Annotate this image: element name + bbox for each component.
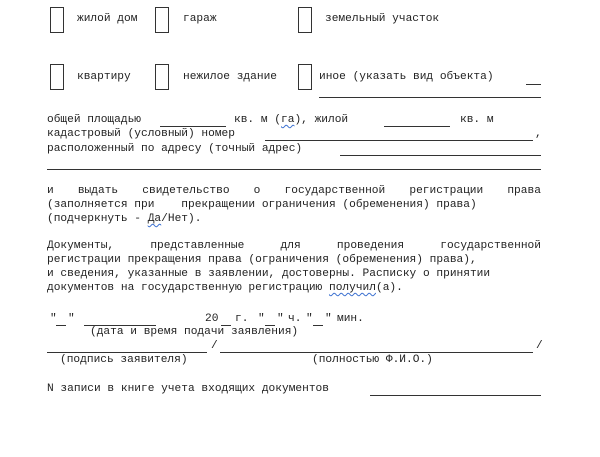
documents-line-1-word: Документы,	[47, 240, 115, 252]
request-line-1-word: права	[507, 185, 541, 197]
request-line-1-word: выдать	[77, 185, 119, 197]
checkbox-garage[interactable]	[155, 7, 169, 33]
hour-label: ч.	[288, 313, 302, 325]
cadastral-number-label: кадастровый (условный) номер	[47, 128, 235, 140]
total-area-label: общей площадью	[47, 114, 141, 126]
documents-line-1-word: государственной	[440, 240, 541, 252]
option-nonresidential-label: нежилое здание	[183, 71, 277, 83]
day-field[interactable]	[56, 325, 66, 326]
documents-line-1-word: представленные	[150, 240, 245, 252]
day-close-quote: "	[68, 313, 75, 325]
minute-field[interactable]	[313, 325, 323, 326]
area-unit-label: кв. м (га), жилой	[234, 114, 349, 126]
day-open-quote: "	[50, 313, 57, 325]
checkbox-land-plot[interactable]	[298, 7, 312, 33]
request-line-2: (заполняется при прекращении ограничения (обременения) права)	[47, 199, 477, 211]
signature-caption: (подпись заявителя)	[60, 354, 188, 366]
request-line-3: (подчеркнуть - Да/Нет).	[47, 213, 202, 225]
living-area-unit-label: кв. м	[460, 114, 494, 126]
request-line-1-word: государственной	[284, 185, 386, 197]
register-record-label: N записи в книге учета входящих документов	[47, 383, 329, 395]
minute-label: мин.	[337, 313, 364, 325]
checkbox-house[interactable]	[50, 7, 64, 33]
documents-line-1-word: для	[280, 240, 301, 252]
documents-line-1-word: проведения	[336, 240, 405, 252]
request-line-1-word: о	[253, 185, 261, 197]
full-name-field[interactable]	[220, 352, 533, 353]
hour-open-quote: "	[258, 313, 265, 325]
signature-field[interactable]	[47, 352, 207, 353]
request-line-1	[47, 185, 541, 198]
documents-line-3: и сведения, указанные в заявлении, достоверны. Расписку о принятии	[47, 268, 491, 280]
checkbox-other[interactable]	[298, 64, 312, 90]
option-land-plot-label: земельный участок	[325, 13, 440, 25]
slash-separator: /	[211, 340, 218, 352]
option-other-label: иное (указать вид объекта)	[319, 71, 494, 83]
hour-close-quote: "	[277, 313, 284, 325]
request-line-1-word: регистрации	[409, 185, 484, 197]
address-field[interactable]	[340, 155, 541, 156]
year-suffix: г.	[235, 313, 249, 325]
option-apartment-label: квартиру	[77, 71, 131, 83]
documents-line-2: регистрации прекращения права (ограничения (обременения) права),	[47, 254, 477, 266]
request-line-1-word: свидетельство	[142, 185, 230, 197]
total-area-field[interactable]	[160, 126, 226, 127]
other-object-field[interactable]	[526, 84, 541, 85]
documents-line-1	[47, 240, 541, 253]
living-area-field[interactable]	[384, 126, 450, 127]
address-field-line2[interactable]	[47, 169, 541, 170]
request-line-1-word: и	[47, 185, 54, 197]
checkbox-apartment[interactable]	[50, 64, 64, 90]
date-caption: (дата и время подачи заявления)	[90, 326, 299, 338]
address-label: расположенный по адресу (точный адрес)	[47, 143, 303, 155]
slash-end: /	[536, 340, 543, 352]
option-garage-label: гараж	[183, 13, 217, 25]
minute-close-quote: "	[325, 313, 332, 325]
documents-line-4: документов на государственную регистрацию получил(а).	[47, 282, 403, 294]
register-record-field[interactable]	[370, 395, 541, 396]
option-house-label: жилой дом	[77, 13, 138, 25]
checkbox-nonresidential[interactable]	[155, 64, 169, 90]
cadastral-number-field[interactable]	[265, 140, 533, 141]
cadastral-comma: ,	[535, 128, 542, 140]
full-name-caption: (полностью Ф.И.О.)	[312, 354, 433, 366]
minute-open-quote: "	[306, 313, 313, 325]
other-object-field-line2[interactable]	[319, 97, 541, 98]
year-prefix: 20	[205, 313, 219, 325]
